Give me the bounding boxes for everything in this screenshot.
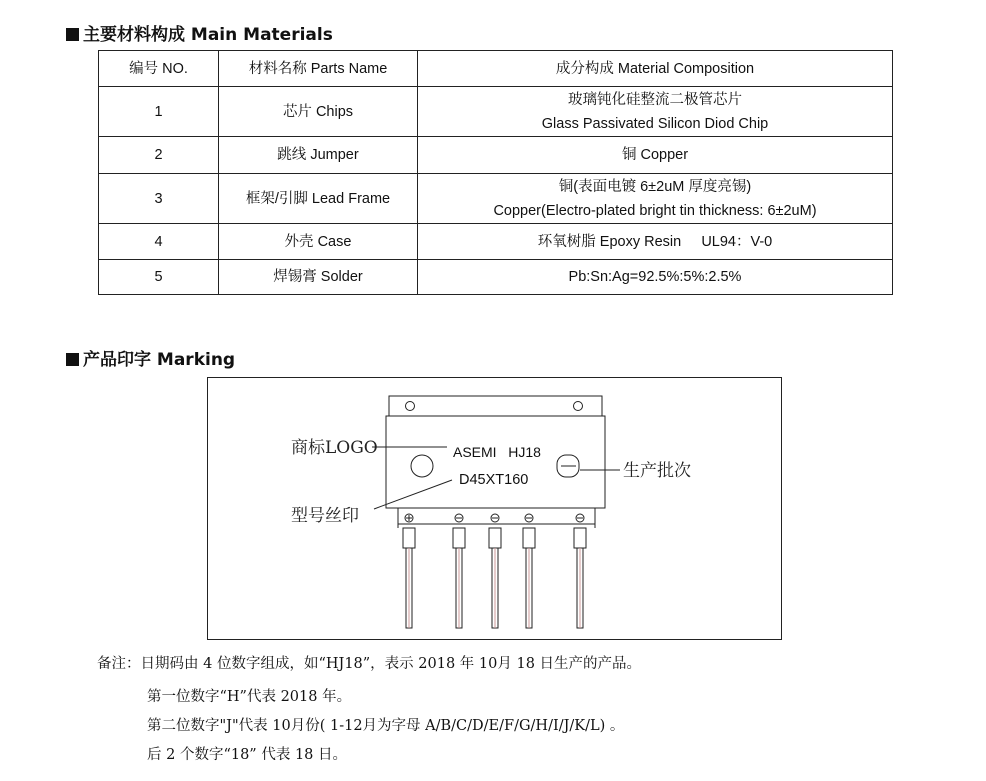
table-row <box>99 87 893 137</box>
materials-section-title: 主要材料构成 Main Materials <box>66 20 333 45</box>
materials-table <box>98 50 893 295</box>
note-line: 备注：日期码由 4 位数字组成，如“HJ18”，表示 2018 年 10月 18 日生产的产品。 <box>97 656 642 672</box>
marking-diagram <box>208 378 781 639</box>
header-composition: 成分构成 Material Composition <box>418 51 893 87</box>
note-line: 第二位数字"J"代表 10月份( 1-12月为字母 A/B/C/D/E/F/G/H/I/J/K/L) 。 <box>147 718 625 734</box>
cell-part: 外壳 Case <box>219 224 418 260</box>
composition-line: Copper(Electro-plated bright tin thickness: 6±2uM) <box>493 202 817 219</box>
top-tab <box>389 396 602 416</box>
composition-line: 玻璃钝化硅整流二极管芯片 <box>568 91 742 108</box>
composition-line: Pb:Sn:Ag=92.5%:5%:2.5% <box>568 269 742 285</box>
cell-no: 1 <box>99 87 219 137</box>
label-batch: 生产批次 <box>623 461 691 481</box>
cell-composition <box>418 224 893 260</box>
cell-part: 焊锡膏 Solder <box>219 260 418 295</box>
label-model: 型号丝印 <box>291 506 359 526</box>
cell-no: 3 <box>99 174 219 224</box>
cell-composition <box>418 137 893 174</box>
table-header-row <box>99 51 893 87</box>
marking-diagram-frame <box>207 377 782 640</box>
cell-no: 2 <box>99 137 219 174</box>
header-no: 编号 NO. <box>99 51 219 87</box>
header-parts-name: 材料名称 Parts Name <box>219 51 418 87</box>
table-row <box>99 260 893 295</box>
marking-section-title: 产品印字 Marking <box>66 345 235 370</box>
composition-line: Glass Passivated Silicon Diod Chip <box>541 115 769 132</box>
marking-line2: D45XT160 <box>459 472 529 488</box>
composition-line: 铜 Copper <box>621 147 689 163</box>
cell-no: 4 <box>99 224 219 260</box>
note-line: 后 2 个数字“18” 代表 18 日。 <box>147 747 347 763</box>
table-row <box>99 224 893 260</box>
table-row <box>99 174 893 224</box>
composition-line: 铜(表面电镀 6±2uM 厚度亮锡) <box>558 178 752 195</box>
composition-line: 环氧树脂 Epoxy Resin UL94：V-0 <box>537 233 773 250</box>
leads <box>403 528 586 628</box>
cell-composition <box>418 87 893 137</box>
note-line: 第一位数字“H”代表 2018 年。 <box>147 689 352 705</box>
marking-line1: ASEMI HJ18 <box>453 444 541 460</box>
cell-part: 框架/引脚 Lead Frame <box>219 174 418 224</box>
square-bullet-icon <box>66 28 79 41</box>
cell-no: 5 <box>99 260 219 295</box>
cell-composition <box>418 260 893 295</box>
square-bullet-icon <box>66 353 79 366</box>
cell-part: 芯片 Chips <box>219 87 418 137</box>
table-row <box>99 137 893 174</box>
cell-part: 跳线 Jumper <box>219 137 418 174</box>
cell-composition <box>418 174 893 224</box>
package-body <box>386 416 605 508</box>
label-logo: 商标LOGO <box>291 438 378 458</box>
